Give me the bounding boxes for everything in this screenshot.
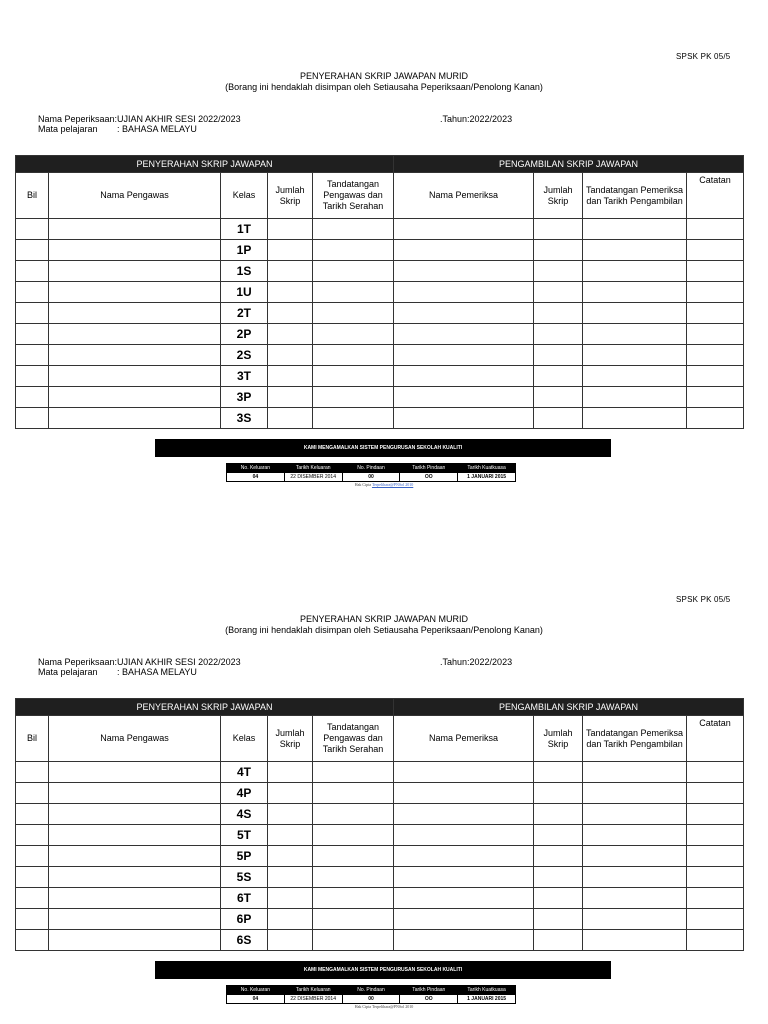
table-row bbox=[16, 408, 744, 429]
table-row bbox=[16, 804, 744, 825]
subject-value: : BAHASA MELAYU bbox=[117, 124, 197, 134]
subject-label: Mata pelajaran bbox=[38, 124, 98, 134]
cell-nama-pemeriksa[interactable] bbox=[394, 324, 534, 345]
document-control-table bbox=[226, 985, 516, 1004]
cell-jumlah-skrip[interactable] bbox=[268, 867, 313, 888]
copyright-link[interactable]: Terpelihara@PNSol 2010 bbox=[371, 482, 414, 487]
cell-catatan[interactable] bbox=[687, 804, 744, 825]
cell-nama-pemeriksa[interactable] bbox=[394, 930, 534, 951]
table-row bbox=[16, 240, 744, 261]
cell-tandatangan-pengawas[interactable] bbox=[313, 261, 394, 282]
cell-bil[interactable] bbox=[16, 762, 49, 783]
cell-bil[interactable] bbox=[16, 324, 49, 345]
cell-jumlah-skrip[interactable] bbox=[268, 783, 313, 804]
copyright-line bbox=[0, 482, 768, 487]
cell-bil[interactable] bbox=[16, 282, 49, 303]
copyright-prefix: Hak Cipta bbox=[354, 482, 372, 487]
table-row bbox=[16, 888, 744, 909]
cell-tandatangan-pemeriksa[interactable] bbox=[583, 366, 687, 387]
cell-catatan[interactable] bbox=[687, 303, 744, 324]
table-row bbox=[16, 825, 744, 846]
doc-value: 22 DISEMBER 2014 bbox=[284, 995, 342, 1004]
form-code: SPSK PK 05/5 bbox=[676, 52, 731, 61]
cell-kelas: 5P bbox=[221, 846, 268, 867]
cell-tandatangan-pemeriksa[interactable] bbox=[583, 303, 687, 324]
cell-nama-pemeriksa[interactable] bbox=[394, 909, 534, 930]
cell-bil[interactable] bbox=[16, 240, 49, 261]
cell-tandatangan-pemeriksa[interactable] bbox=[583, 825, 687, 846]
cell-catatan[interactable] bbox=[687, 324, 744, 345]
cell-kelas: 3S bbox=[221, 408, 268, 429]
table-row bbox=[16, 846, 744, 867]
form-subtitle: (Borang ini hendaklah disimpan oleh Setiausaha Peperiksaan/Penolong Kanan) bbox=[225, 82, 543, 92]
cell-nama-pengawas[interactable] bbox=[49, 282, 221, 303]
doc-header: Tarikh Keluaran bbox=[284, 986, 342, 995]
cell-tandatangan-pemeriksa[interactable] bbox=[583, 762, 687, 783]
table-row bbox=[16, 324, 744, 345]
cell-kelas: 1S bbox=[221, 261, 268, 282]
cell-nama-pengawas[interactable] bbox=[49, 240, 221, 261]
cell-catatan[interactable] bbox=[687, 387, 744, 408]
cell-tandatangan-pengawas[interactable] bbox=[313, 240, 394, 261]
cell-catatan[interactable] bbox=[687, 825, 744, 846]
cell-jumlah-skrip-2[interactable] bbox=[534, 219, 583, 240]
cell-tandatangan-pengawas[interactable] bbox=[313, 219, 394, 240]
cell-jumlah-skrip[interactable] bbox=[268, 219, 313, 240]
cell-jumlah-skrip-2[interactable] bbox=[534, 846, 583, 867]
cell-nama-pengawas[interactable] bbox=[49, 909, 221, 930]
year-line bbox=[440, 657, 512, 667]
cell-catatan[interactable] bbox=[687, 909, 744, 930]
table-row bbox=[16, 219, 744, 240]
cell-tandatangan-pemeriksa[interactable] bbox=[583, 387, 687, 408]
col-nama-pengawas: Nama Pengawas bbox=[49, 173, 221, 219]
cell-tandatangan-pemeriksa[interactable] bbox=[583, 930, 687, 951]
script-table bbox=[15, 155, 744, 429]
cell-kelas: 4T bbox=[221, 762, 268, 783]
cell-nama-pemeriksa[interactable] bbox=[394, 303, 534, 324]
doc-header: Tarikh Pindaan bbox=[400, 986, 458, 995]
cell-nama-pemeriksa[interactable] bbox=[394, 846, 534, 867]
cell-jumlah-skrip[interactable] bbox=[268, 909, 313, 930]
col-catatan: Catatan bbox=[687, 716, 744, 762]
exam-name-line bbox=[38, 114, 241, 124]
class-rows bbox=[16, 219, 744, 429]
cell-tandatangan-pemeriksa[interactable] bbox=[583, 282, 687, 303]
cell-tandatangan-pengawas[interactable] bbox=[313, 408, 394, 429]
table-row bbox=[16, 345, 744, 366]
col-jumlah-skrip-2: Jumlah Skrip bbox=[534, 716, 583, 762]
cell-jumlah-skrip-2[interactable] bbox=[534, 408, 583, 429]
col-catatan: Catatan bbox=[687, 173, 744, 219]
cell-catatan[interactable] bbox=[687, 261, 744, 282]
cell-jumlah-skrip[interactable] bbox=[268, 282, 313, 303]
cell-tandatangan-pengawas[interactable] bbox=[313, 804, 394, 825]
cell-nama-pemeriksa[interactable] bbox=[394, 867, 534, 888]
cell-nama-pemeriksa[interactable] bbox=[394, 219, 534, 240]
col-nama-pemeriksa: Nama Pemeriksa bbox=[394, 173, 534, 219]
col-jumlah-skrip: Jumlah Skrip bbox=[268, 716, 313, 762]
doc-header: Tarikh Keluaran bbox=[284, 464, 342, 473]
cell-jumlah-skrip-2[interactable] bbox=[534, 282, 583, 303]
cell-nama-pengawas[interactable] bbox=[49, 366, 221, 387]
doc-header: Tarikh Kuatkuasa bbox=[458, 464, 516, 473]
table-row bbox=[16, 261, 744, 282]
col-jumlah-skrip-2: Jumlah Skrip bbox=[534, 173, 583, 219]
table-row bbox=[16, 762, 744, 783]
cell-bil[interactable] bbox=[16, 219, 49, 240]
cell-tandatangan-pemeriksa[interactable] bbox=[583, 240, 687, 261]
cell-jumlah-skrip[interactable] bbox=[268, 345, 313, 366]
table-row bbox=[16, 366, 744, 387]
col-kelas: Kelas bbox=[221, 716, 268, 762]
cell-kelas: 1U bbox=[221, 282, 268, 303]
cell-bil[interactable] bbox=[16, 888, 49, 909]
doc-header: No. Pindaan bbox=[342, 464, 400, 473]
cell-tandatangan-pengawas[interactable] bbox=[313, 930, 394, 951]
cell-jumlah-skrip[interactable] bbox=[268, 888, 313, 909]
table-row bbox=[16, 783, 744, 804]
cell-tandatangan-pemeriksa[interactable] bbox=[583, 804, 687, 825]
cell-tandatangan-pemeriksa[interactable] bbox=[583, 867, 687, 888]
table-row bbox=[16, 282, 744, 303]
table-row bbox=[16, 867, 744, 888]
section-pengambilan-header: PENGAMBILAN SKRIP JAWAPAN bbox=[394, 699, 744, 716]
cell-jumlah-skrip-2[interactable] bbox=[534, 366, 583, 387]
cell-jumlah-skrip[interactable] bbox=[268, 324, 313, 345]
cell-bil[interactable] bbox=[16, 303, 49, 324]
doc-value: 22 DISEMBER 2014 bbox=[284, 473, 342, 482]
cell-catatan[interactable] bbox=[687, 762, 744, 783]
cell-tandatangan-pengawas[interactable] bbox=[313, 282, 394, 303]
cell-kelas: 4P bbox=[221, 783, 268, 804]
doc-value: 00 bbox=[342, 995, 400, 1004]
cell-nama-pemeriksa[interactable] bbox=[394, 804, 534, 825]
cell-catatan[interactable] bbox=[687, 783, 744, 804]
cell-catatan[interactable] bbox=[687, 846, 744, 867]
cell-bil[interactable] bbox=[16, 387, 49, 408]
cell-jumlah-skrip[interactable] bbox=[268, 366, 313, 387]
cell-tandatangan-pemeriksa[interactable] bbox=[583, 219, 687, 240]
cell-kelas: 4S bbox=[221, 804, 268, 825]
cell-catatan[interactable] bbox=[687, 888, 744, 909]
cell-tandatangan-pemeriksa[interactable] bbox=[583, 345, 687, 366]
cell-bil[interactable] bbox=[16, 909, 49, 930]
cell-jumlah-skrip-2[interactable] bbox=[534, 867, 583, 888]
table-row bbox=[16, 387, 744, 408]
col-nama-pemeriksa: Nama Pemeriksa bbox=[394, 716, 534, 762]
cell-kelas: 2T bbox=[221, 303, 268, 324]
year-label: .Tahun: bbox=[440, 657, 470, 667]
cell-nama-pemeriksa[interactable] bbox=[394, 345, 534, 366]
cell-catatan[interactable] bbox=[687, 219, 744, 240]
cell-jumlah-skrip-2[interactable] bbox=[534, 387, 583, 408]
copyright-prefix: Hak Cipta bbox=[354, 1004, 372, 1009]
cell-nama-pengawas[interactable] bbox=[49, 261, 221, 282]
section-penyerahan-header: PENYERAHAN SKRIP JAWAPAN bbox=[16, 156, 394, 173]
cell-jumlah-skrip-2[interactable] bbox=[534, 909, 583, 930]
cell-jumlah-skrip[interactable] bbox=[268, 387, 313, 408]
cell-nama-pemeriksa[interactable] bbox=[394, 366, 534, 387]
quality-banner: KAMI MENGAMALKAN SISTEM PENGURUSAN SEKOLAH KUALITI bbox=[155, 439, 611, 457]
doc-value: 1 JANUARI 2015 bbox=[458, 473, 516, 482]
cell-kelas: 3T bbox=[221, 366, 268, 387]
cell-nama-pengawas[interactable] bbox=[49, 387, 221, 408]
copyright-line bbox=[0, 1004, 768, 1009]
col-tandatangan-pemeriksa: Tandatangan Pemeriksa dan Tarikh Pengambilan bbox=[583, 716, 687, 762]
cell-tandatangan-pengawas[interactable] bbox=[313, 387, 394, 408]
form-code: SPSK PK 05/5 bbox=[676, 595, 731, 604]
cell-kelas: 6T bbox=[221, 888, 268, 909]
cell-bil[interactable] bbox=[16, 366, 49, 387]
cell-tandatangan-pengawas[interactable] bbox=[313, 909, 394, 930]
cell-bil[interactable] bbox=[16, 783, 49, 804]
cell-jumlah-skrip[interactable] bbox=[268, 846, 313, 867]
cell-bil[interactable] bbox=[16, 930, 49, 951]
cell-nama-pengawas[interactable] bbox=[49, 888, 221, 909]
doc-value: 04 bbox=[227, 995, 285, 1004]
cell-kelas: 2S bbox=[221, 345, 268, 366]
form-title: PENYERAHAN SKRIP JAWAPAN MURID bbox=[299, 71, 469, 81]
year-value: 2022/2023 bbox=[469, 114, 513, 124]
cell-jumlah-skrip[interactable] bbox=[268, 261, 313, 282]
cell-tandatangan-pengawas[interactable] bbox=[313, 783, 394, 804]
cell-nama-pemeriksa[interactable] bbox=[394, 240, 534, 261]
doc-header: Tarikh Pindaan bbox=[400, 464, 458, 473]
form-title: PENYERAHAN SKRIP JAWAPAN MURID bbox=[299, 614, 469, 624]
col-kelas: Kelas bbox=[221, 173, 268, 219]
doc-header: No. Keluaran bbox=[227, 986, 285, 995]
cell-catatan[interactable] bbox=[687, 282, 744, 303]
cell-jumlah-skrip-2[interactable] bbox=[534, 240, 583, 261]
table-row bbox=[16, 930, 744, 951]
cell-nama-pemeriksa[interactable] bbox=[394, 387, 534, 408]
cell-nama-pengawas[interactable] bbox=[49, 303, 221, 324]
cell-nama-pengawas[interactable] bbox=[49, 825, 221, 846]
cell-nama-pengawas[interactable] bbox=[49, 930, 221, 951]
cell-kelas: 1T bbox=[221, 219, 268, 240]
cell-bil[interactable] bbox=[16, 345, 49, 366]
cell-nama-pengawas[interactable] bbox=[49, 324, 221, 345]
script-table bbox=[15, 698, 744, 951]
cell-jumlah-skrip[interactable] bbox=[268, 804, 313, 825]
section-penyerahan-header: PENYERAHAN SKRIP JAWAPAN bbox=[16, 699, 394, 716]
cell-jumlah-skrip-2[interactable] bbox=[534, 783, 583, 804]
doc-header: Tarikh Kuatkuasa bbox=[458, 986, 516, 995]
cell-tandatangan-pemeriksa[interactable] bbox=[583, 261, 687, 282]
cell-nama-pengawas[interactable] bbox=[49, 804, 221, 825]
cell-tandatangan-pengawas[interactable] bbox=[313, 867, 394, 888]
cell-jumlah-skrip[interactable] bbox=[268, 303, 313, 324]
col-tandatangan-pemeriksa: Tandatangan Pemeriksa dan Tarikh Pengambilan bbox=[583, 173, 687, 219]
doc-header: No. Pindaan bbox=[342, 986, 400, 995]
doc-value: OO bbox=[400, 473, 458, 482]
cell-jumlah-skrip[interactable] bbox=[268, 762, 313, 783]
cell-bil[interactable] bbox=[16, 825, 49, 846]
exam-name-value: UJIAN AKHIR SESI 2022/2023 bbox=[117, 114, 241, 124]
cell-jumlah-skrip-2[interactable] bbox=[534, 762, 583, 783]
cell-nama-pemeriksa[interactable] bbox=[394, 825, 534, 846]
cell-catatan[interactable] bbox=[687, 366, 744, 387]
subject-label: Mata pelajaran bbox=[38, 667, 98, 677]
cell-tandatangan-pemeriksa[interactable] bbox=[583, 888, 687, 909]
cell-nama-pemeriksa[interactable] bbox=[394, 783, 534, 804]
cell-kelas: 6S bbox=[221, 930, 268, 951]
cell-jumlah-skrip-2[interactable] bbox=[534, 825, 583, 846]
cell-tandatangan-pengawas[interactable] bbox=[313, 324, 394, 345]
cell-jumlah-skrip[interactable] bbox=[268, 825, 313, 846]
cell-tandatangan-pengawas[interactable] bbox=[313, 888, 394, 909]
cell-tandatangan-pemeriksa[interactable] bbox=[583, 324, 687, 345]
cell-kelas: 3P bbox=[221, 387, 268, 408]
cell-kelas: 5T bbox=[221, 825, 268, 846]
document-control-table bbox=[226, 463, 516, 482]
cell-kelas: 2P bbox=[221, 324, 268, 345]
cell-jumlah-skrip-2[interactable] bbox=[534, 888, 583, 909]
table-row bbox=[16, 909, 744, 930]
copyright-link: Terpelihara@PNSol 2010 bbox=[371, 1004, 414, 1009]
col-tandatangan-pengawas: Tandatangan Pengawas dan Tarikh Serahan bbox=[313, 173, 394, 219]
cell-tandatangan-pengawas[interactable] bbox=[313, 825, 394, 846]
cell-bil[interactable] bbox=[16, 804, 49, 825]
cell-bil[interactable] bbox=[16, 846, 49, 867]
cell-tandatangan-pengawas[interactable] bbox=[313, 846, 394, 867]
doc-value: 00 bbox=[342, 473, 400, 482]
cell-nama-pemeriksa[interactable] bbox=[394, 282, 534, 303]
cell-nama-pengawas[interactable] bbox=[49, 345, 221, 366]
col-nama-pengawas: Nama Pengawas bbox=[49, 716, 221, 762]
cell-jumlah-skrip-2[interactable] bbox=[534, 930, 583, 951]
cell-catatan[interactable] bbox=[687, 408, 744, 429]
col-jumlah-skrip: Jumlah Skrip bbox=[268, 173, 313, 219]
cell-nama-pengawas[interactable] bbox=[49, 219, 221, 240]
cell-jumlah-skrip[interactable] bbox=[268, 930, 313, 951]
cell-nama-pemeriksa[interactable] bbox=[394, 888, 534, 909]
cell-kelas: 1P bbox=[221, 240, 268, 261]
cell-nama-pengawas[interactable] bbox=[49, 762, 221, 783]
cell-catatan[interactable] bbox=[687, 867, 744, 888]
cell-jumlah-skrip[interactable] bbox=[268, 240, 313, 261]
exam-name-line bbox=[38, 657, 241, 667]
doc-header: No. Keluaran bbox=[227, 464, 285, 473]
exam-name-label: Nama Peperiksaan: bbox=[38, 114, 118, 124]
cell-tandatangan-pemeriksa[interactable] bbox=[583, 783, 687, 804]
quality-banner: KAMI MENGAMALKAN SISTEM PENGURUSAN SEKOLAH KUALITI bbox=[155, 961, 611, 979]
cell-bil[interactable] bbox=[16, 867, 49, 888]
cell-nama-pengawas[interactable] bbox=[49, 408, 221, 429]
section-pengambilan-header: PENGAMBILAN SKRIP JAWAPAN bbox=[394, 156, 744, 173]
col-bil: Bil bbox=[16, 173, 49, 219]
cell-tandatangan-pengawas[interactable] bbox=[313, 366, 394, 387]
cell-bil[interactable] bbox=[16, 261, 49, 282]
cell-tandatangan-pemeriksa[interactable] bbox=[583, 909, 687, 930]
cell-kelas: 5S bbox=[221, 867, 268, 888]
year-value: 2022/2023 bbox=[469, 657, 513, 667]
cell-jumlah-skrip-2[interactable] bbox=[534, 804, 583, 825]
cell-kelas: 6P bbox=[221, 909, 268, 930]
exam-name-label: Nama Peperiksaan: bbox=[38, 657, 118, 667]
cell-jumlah-skrip-2[interactable] bbox=[534, 345, 583, 366]
cell-nama-pengawas[interactable] bbox=[49, 867, 221, 888]
exam-name-value: UJIAN AKHIR SESI 2022/2023 bbox=[117, 657, 241, 667]
doc-value: 1 JANUARI 2015 bbox=[458, 995, 516, 1004]
cell-nama-pemeriksa[interactable] bbox=[394, 261, 534, 282]
col-bil: Bil bbox=[16, 716, 49, 762]
cell-catatan[interactable] bbox=[687, 345, 744, 366]
cell-jumlah-skrip-2[interactable] bbox=[534, 261, 583, 282]
cell-jumlah-skrip[interactable] bbox=[268, 408, 313, 429]
cell-bil[interactable] bbox=[16, 408, 49, 429]
cell-jumlah-skrip-2[interactable] bbox=[534, 324, 583, 345]
cell-nama-pengawas[interactable] bbox=[49, 846, 221, 867]
cell-catatan[interactable] bbox=[687, 930, 744, 951]
subject-value: : BAHASA MELAYU bbox=[117, 667, 197, 677]
cell-jumlah-skrip-2[interactable] bbox=[534, 303, 583, 324]
cell-catatan[interactable] bbox=[687, 240, 744, 261]
cell-nama-pengawas[interactable] bbox=[49, 783, 221, 804]
doc-value: 04 bbox=[227, 473, 285, 482]
class-rows bbox=[16, 762, 744, 951]
cell-nama-pemeriksa[interactable] bbox=[394, 762, 534, 783]
year-line bbox=[440, 114, 512, 124]
table-row bbox=[16, 303, 744, 324]
doc-value: OO bbox=[400, 995, 458, 1004]
cell-tandatangan-pemeriksa[interactable] bbox=[583, 408, 687, 429]
cell-tandatangan-pemeriksa[interactable] bbox=[583, 846, 687, 867]
cell-tandatangan-pengawas[interactable] bbox=[313, 762, 394, 783]
year-label: .Tahun: bbox=[440, 114, 470, 124]
cell-nama-pemeriksa[interactable] bbox=[394, 408, 534, 429]
col-tandatangan-pengawas: Tandatangan Pengawas dan Tarikh Serahan bbox=[313, 716, 394, 762]
cell-tandatangan-pengawas[interactable] bbox=[313, 303, 394, 324]
form-subtitle: (Borang ini hendaklah disimpan oleh Setiausaha Peperiksaan/Penolong Kanan) bbox=[225, 625, 543, 635]
cell-tandatangan-pengawas[interactable] bbox=[313, 345, 394, 366]
